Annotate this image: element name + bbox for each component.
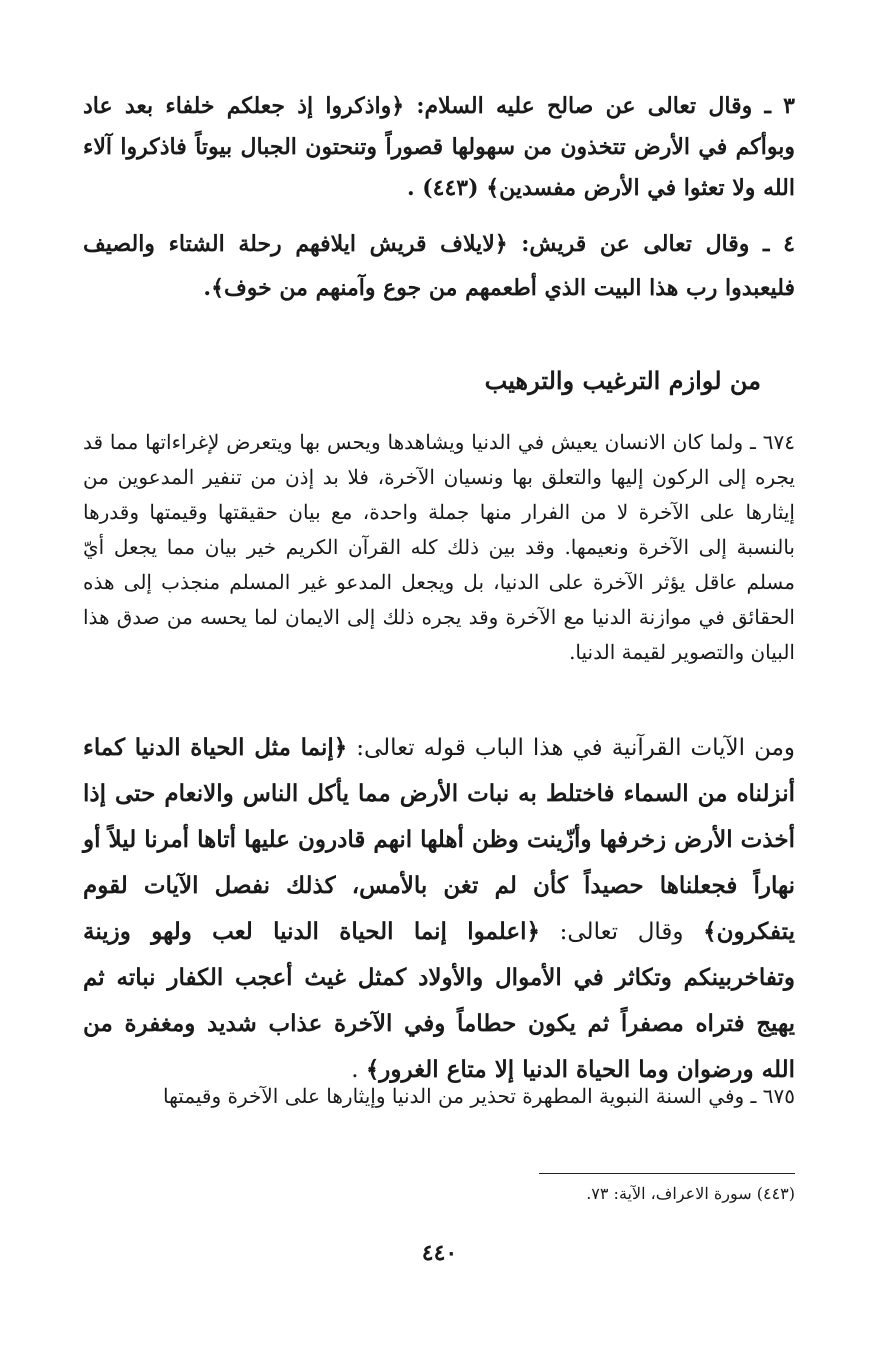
- paragraph-674: ٦٧٤ ـ ولما كان الانسان يعيش في الدنيا ويشاهدها ويحس بها ويتعرض لإغراءاتها مما قد يجره إلى الركون إليها والتعلق بها ونسيان الآخرة، فلا بد إذن من تنفير المدعوين من إيثارها على الآخرة لا من الفرار منها جملة واحدة، مع بيان حقيقتها وقيمتها وقدرها بالنسبة إلى الآخرة ونعيمها. وقد بين ذلك كله القرآن الكريم خير بيان مما يجعل أيّ مسلم عاقل يؤثر الآخرة على الدنيا، بل ويجعل المدعو غير المسلم منجذب إلى هذه الحقائق في موازنة الدنيا مع الآخرة وقد يجره ذلك إلى الايمان لما يحسه من صدق هذا البيان والتصوير لقيمة الدنيا.: [83, 430, 795, 664]
- verse-2-intro: وقال تعالى:: [559, 919, 684, 945]
- footnote-divider: [539, 1173, 795, 1174]
- verses-intro: ومن الآيات القرآنية في هذا الباب قوله تعالى:: [356, 735, 795, 761]
- footnote: (٤٤٣) سورة الاعراف، الآية: ٧٣.: [586, 1184, 795, 1203]
- paragraph-3: ٣ ـ وقال تعالى عن صالح عليه السلام: ﴿واذكروا إذ جعلكم خلفاء بعد عاد وبوأكم في الأرض تتخذون من سهولها قصوراً وتنحتون الجبال بيوتاً فاذكروا آلاء الله ولا تعثوا في الأرض مفسدين﴾ (٤٤٣) .: [83, 93, 795, 201]
- paragraph-verses: [83, 725, 795, 1093]
- paragraph-675: ٦٧٥ ـ وفي السنة النبوية المطهرة تحذير من الدنيا وإيثارها على الآخرة وقيمتها: [162, 1084, 795, 1108]
- paragraph-4: ٤ ـ وقال تعالى عن قريش: ﴿لايلاف قريش ايلافهم رحلة الشتاء والصيف فليعبدوا رب هذا البيت الذي أطعمهم من جوع وآمنهم من خوف﴾.: [83, 231, 795, 301]
- section-heading: من لوازم الترغيب والترهيب: [484, 366, 761, 395]
- verse-2: ﴿اعلموا إنما الحياة الدنيا لعب ولهو وزينة وتفاخربينكم وتكاثر في الأموال والأولاد كمثل غيث أعجب الكفار نباته ثم يهيج فتراه مصفراً ثم يكون حطاماً وفي الآخرة عذاب شديد ومغفرة من الله ورضوان وما الحياة الدنيا إلا متاع الغرور﴾: [83, 918, 795, 1083]
- verse-1: ﴿إنما مثل الحياة الدنيا كماء أنزلناه من السماء فاختلط به نبات الأرض مما يأكل الناس والانعام حتى إذا أخذت الأرض زخرفها وأزّينت وظن أهلها انهم قادرون عليها أتاها أمرنا ليلاً أو نهاراً فجعلناها حصيداً كأن لم تغن بالأمس، كذلك نفصل الآيات لقوم يتفكرون﴾: [83, 734, 795, 945]
- page-number: ٤٤٠: [421, 1240, 458, 1266]
- verse-2-end: .: [351, 1057, 359, 1083]
